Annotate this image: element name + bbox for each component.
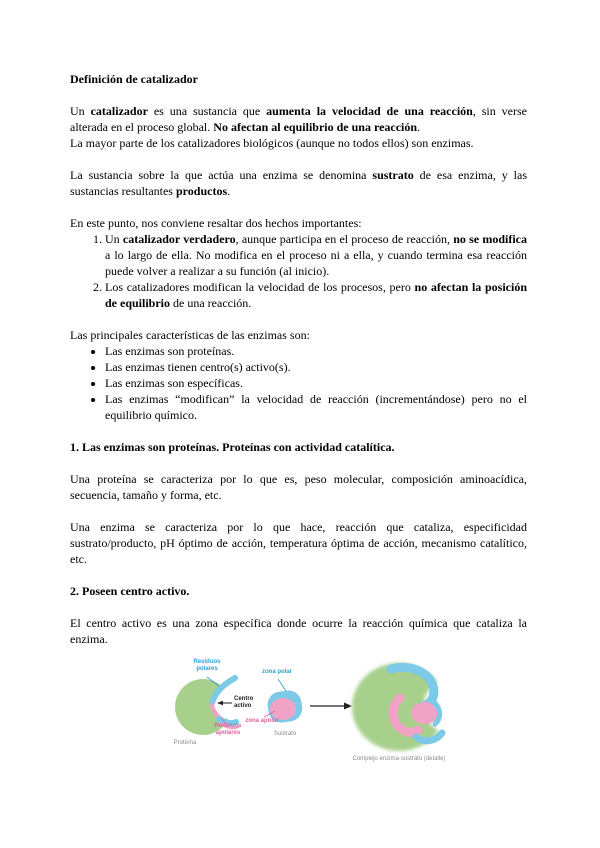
- characteristics-list: [70, 343, 527, 423]
- text-run: es una sustancia que: [147, 104, 267, 118]
- bold-text-run: no afectan la posición de equilibrio: [105, 280, 527, 310]
- label-substrate: Sustrato: [273, 731, 297, 737]
- bold-text-run: catalizador: [90, 104, 148, 118]
- list-item-characteristic-3: • Las enzimas son específicas.: [105, 375, 527, 391]
- bold-text-run: no se modifica: [453, 232, 527, 246]
- label-protein: Proteína: [173, 740, 197, 746]
- text-run: .: [227, 184, 231, 198]
- section-1-paragraph-enzyme: Una enzima se caracteriza por lo que hace, reacción que cataliza, especificidad sustrato/producto, pH óptimo de acción, temperatura óptima de acción, mecanismo catalítico, etc.: [70, 520, 527, 566]
- text-run: Los catalizadores modifican la velocidad de los procesos, pero: [105, 280, 415, 294]
- list-item-fact-2: [105, 279, 527, 311]
- section-2-paragraph-active-site: El centro activo es una zona específica donde ocurre la reacción química que cataliza la enzima.: [70, 616, 527, 646]
- bold-text-run: productos: [175, 184, 228, 198]
- label-polar-residues: Residuos polares: [193, 659, 221, 672]
- section-1-paragraph-protein: Una proteína se caracteriza por lo que es, peso molecular, composición aminoacídica, secuencia, tamaño y forma, etc.: [70, 472, 527, 502]
- list-item-characteristic-4: • Las enzimas “modifican” la velocidad de reacción (incrementándose) pero no el equilibrio químico.: [105, 391, 527, 423]
- rich-text: [105, 280, 527, 310]
- label-polar-zone: zona polar: [261, 669, 292, 675]
- paragraph-definition: [70, 103, 527, 135]
- rich-text: [70, 168, 527, 198]
- text-run: de esa enzima, y las sustancias resultantes: [70, 168, 527, 198]
- label-complex: Complejo enzima-sustrato (detalle): [352, 756, 446, 762]
- label-apolar-residues: Residuos apolares: [214, 723, 242, 736]
- section-2-heading: 2. Poseen centro activo.: [70, 584, 190, 598]
- paragraph-substrate: [70, 167, 527, 199]
- list-item-fact-1: [105, 231, 527, 279]
- list-item-characteristic-2: • Las enzimas tienen centro(s) activo(s).: [105, 359, 527, 375]
- facts-intro: En este punto, nos conviene resaltar dos hechos importantes:: [70, 216, 362, 230]
- text-run: Un: [105, 232, 123, 246]
- rich-text: [105, 232, 527, 278]
- text-run: a lo largo de ella. No modifica en el proceso ni a ella, y cuando termina esa reacción puede volver a realizar a su función (al inicio).: [105, 248, 527, 278]
- text-run: , sin verse alterada en el proceso global.: [70, 104, 527, 134]
- characteristics-intro: Las principales características de las enzimas son:: [70, 328, 310, 342]
- bold-text-run: aumenta la velocidad de una reacción: [266, 104, 473, 118]
- enzyme-substrate-complex-shape: [352, 663, 470, 751]
- list-item-characteristic-1: • Las enzimas son proteínas.: [105, 343, 527, 359]
- rich-text: [70, 104, 527, 134]
- label-active-site: Centro activo: [234, 696, 254, 709]
- text-run: de una reacción.: [170, 296, 252, 310]
- text-run: .: [417, 120, 421, 134]
- page-title: Definición de catalizador: [70, 72, 198, 86]
- text-run: , aunque participa en el proceso de reacción,: [235, 232, 454, 246]
- bold-text-run: No afectan al equilibrio de una reacción: [213, 120, 418, 134]
- text-run: La sustancia sobre la que actúa una enzima se denomina: [70, 168, 373, 182]
- text-run: Un: [70, 104, 91, 118]
- enzyme-substrate-diagram: [148, 656, 470, 780]
- bold-text-run: sustrato: [372, 168, 414, 182]
- polar-zone-leader: [278, 679, 286, 691]
- reaction-arrow: [310, 703, 352, 710]
- paragraph-biological-catalysts: La mayor parte de los catalizadores biológicos (aunque no todos ellos) son enzimas.: [70, 136, 474, 150]
- section-1-heading: 1. Las enzimas son proteínas. Proteínas con actividad catalítica.: [70, 440, 395, 454]
- facts-list: [70, 231, 527, 311]
- label-apolar-zone: zona apolar: [245, 718, 279, 724]
- bold-text-run: catalizador verdadero: [122, 232, 236, 246]
